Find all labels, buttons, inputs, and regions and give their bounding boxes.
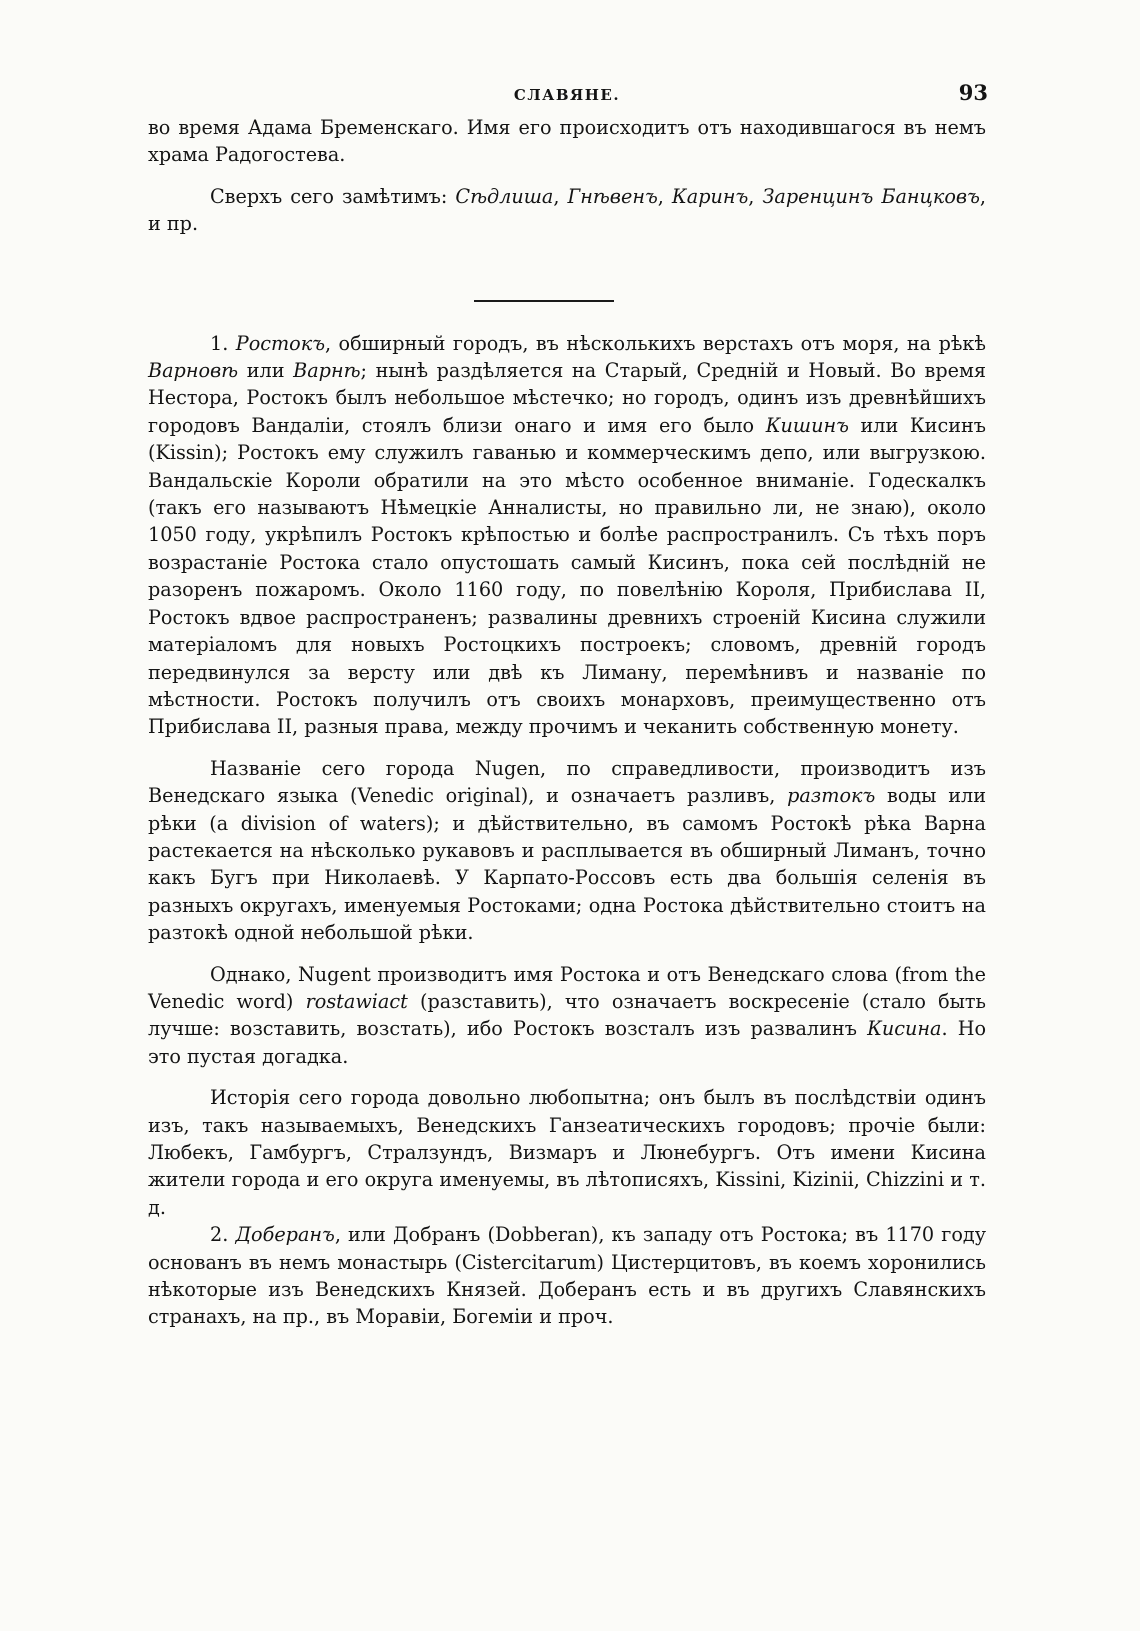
page-number: 93 — [958, 80, 988, 105]
body-text: (разставить), что означаетъ воскресеніе (стало быть лучше: возставить, возстать), ибо Ростокъ возсталъ изъ развалинъ — [148, 989, 986, 1041]
body-text: Названіе сего города Nugen, по справедливости, производитъ изъ Венедскаго языка (Venedic original), и означаетъ разливъ, — [148, 756, 986, 808]
names-lead: Сверхъ сего замѣтимъ: — [210, 184, 456, 208]
body-text: или — [238, 359, 294, 383]
book-page — [148, 80, 986, 1331]
entry-number: 2. — [210, 1223, 229, 1247]
body-text: ; нынѣ раздѣляется на Старый, Средній и Новый. Во время Нестора, Ростокъ былъ небольшое мѣстечко; но городъ, одинъ изъ древнѣйшихъ городовъ Вандаліи, стоялъ близи онаго и имя его было — [148, 359, 987, 437]
section-divider — [148, 238, 986, 330]
italic-word: разтокъ — [787, 784, 876, 808]
entry-number: 1. — [210, 331, 229, 355]
body-text: , обширный городъ, въ нѣсколькихъ верстахъ отъ моря, на рѣкѣ — [324, 331, 986, 355]
doberan-paragraph — [148, 1221, 986, 1331]
place-name: Кисина — [867, 1017, 942, 1041]
names-tail: и пр. — [148, 212, 199, 236]
body-text: , или Добранъ (Dobberan), къ западу отъ Ростока; въ 1170 году основанъ въ немъ монастырь (Cistercitarum) Цистерцитовъ, въ коемъ хоронились нѣкоторые изъ Венедскихъ Князей. Доберанъ есть и въ другихъ Славянскихъ странахъ, на пр., въ Моравіи, Богеміи и проч. — [148, 1223, 986, 1329]
place-name: Гнѣвенъ — [567, 184, 658, 208]
running-head: СЛАВЯНЕ. — [513, 86, 621, 104]
nugent-paragraph — [148, 961, 986, 1071]
place-name: Заренцинъ — [762, 184, 874, 208]
intro-names-paragraph: Сверхъ сего замѣтимъ: Сѣдлиша, Гнѣвенъ, Каринъ, Заренцинъ Банцковъ, и пр. — [148, 184, 986, 236]
body-text: или Кисинъ (Kissin); Ростокъ ему служилъ гаванью и коммерческимъ депо, или выгрузкою. Вандальскіе Короли обратили на это мѣсто особенное вниманіе. Годескалкъ (такъ его называютъ Нѣмецкіе Анналисты, но правильно ли, не знаю), около 1050 году, укрѣпилъ Ростокъ крѣпостью и болѣе распространилъ. Съ тѣхъ поръ возрастаніе Ростока стало опустошать самый Кисинъ, пока сей послѣдній не разоренъ пожаромъ. Около 1160 году, по повелѣнію Короля, Прибислава II, Ростокъ вдвое распространенъ; развалины древнихъ строеній Кисина служили матеріаломъ для новыхъ Ростоцкихъ построекъ; словомъ, древній городъ передвинулся за версту или двѣ къ Лиману, перемѣнивъ и названіе по мѣстности. Ростокъ получилъ отъ своихъ монарховъ, преимущественно отъ Прибислава II, разныя права, между прочимъ и чеканить собственную монету. — [148, 413, 987, 739]
etymology-paragraph — [148, 755, 986, 947]
body-text: . Но это пустая догадка. — [148, 1017, 986, 1068]
place-name: Сѣдлиша — [455, 184, 554, 208]
rostok-paragraph — [148, 330, 986, 741]
history-paragraph: Исторія сего города довольно любопытна; онъ былъ въ послѣдствіи одинъ изъ, такъ называемыхъ, Венедскихъ Ганзеатическихъ городовъ; прочіе были: Любекъ, Гамбургъ, Стралзундъ, Визмаръ и Люнебургъ. Отъ имени Кисина жители города и его округа именуемы, въ лѣтописяхъ, Kissini, Kizinii, Chizzini и т. д. — [148, 1086, 986, 1219]
place-name: Каринъ — [671, 184, 749, 208]
page-header — [148, 80, 986, 114]
river-name: Варновѣ — [148, 359, 239, 383]
intro-paragraph: во время Адама Бременскаго. Имя его происходитъ отъ находившагося въ немъ храма Радогостева. — [148, 116, 986, 167]
divider-rule — [474, 300, 614, 302]
river-name: Варнѣ — [293, 359, 361, 383]
entry-title: Доберанъ — [235, 1223, 335, 1247]
body-text: воды или рѣки (a division of waters); и дѣйствительно, въ самомъ Ростокѣ рѣка Варна растекается на нѣсколько рукавовъ и расплывается въ обширный Лиманъ, точно какъ Бугъ при Николаевѣ. У Карпато-Россовъ есть два большія селенія въ разныхъ округахъ, именуемыя Ростоками; одна Ростока дѣйствительно стоитъ на разтокѣ одной небольшой рѣки. — [148, 784, 986, 945]
entry-title: Ростокъ — [235, 331, 325, 355]
body-text: Однако, Nugent производитъ имя Ростока и отъ Венедскаго слова (from the Venedic word) — [148, 962, 986, 1013]
place-name: Банцковъ — [881, 184, 980, 208]
place-name: Кишинъ — [765, 413, 849, 437]
italic-word: rostawiact — [305, 989, 408, 1013]
